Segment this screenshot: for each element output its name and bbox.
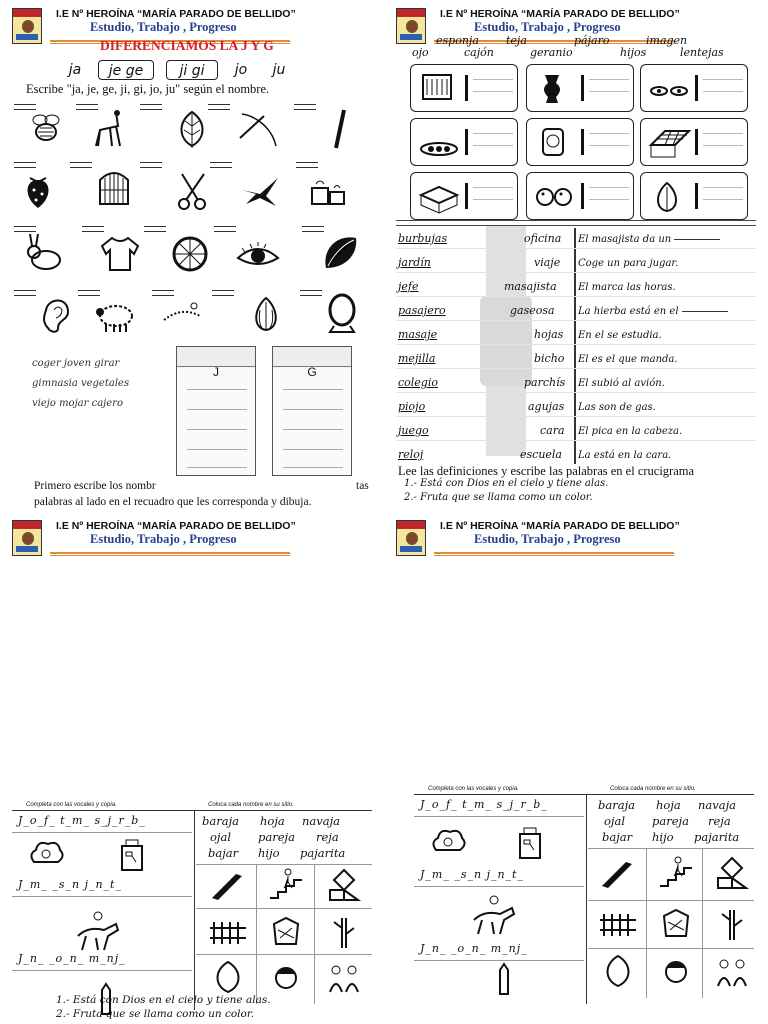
cloze-line: J_n_ _o_n_ m_nj_ (420, 942, 528, 955)
sheet-diferenciamos (0, 0, 384, 512)
sentence: El es el que manda. (578, 354, 678, 365)
name-word: pareja (258, 830, 295, 844)
paragraph-tail: tas (356, 480, 369, 492)
sentence: Coge un para jugar. (578, 258, 679, 269)
frame-icon (531, 125, 579, 161)
sentence: El marca las horas. (578, 282, 676, 293)
name-word: hoja (260, 814, 285, 828)
word-bank-item: lentejas (680, 46, 724, 59)
school-logo (396, 8, 426, 44)
rider-icon (464, 890, 524, 936)
word-list-line: gimnasia vegetales (32, 378, 130, 389)
bee-icon (24, 108, 68, 150)
instruction-right: Coloca cada nombre en su sitio. (610, 786, 696, 792)
swallow-icon (238, 170, 282, 212)
pot-icon (656, 906, 696, 940)
left-word: masaje (398, 328, 438, 341)
school-header (396, 520, 756, 560)
school-name: I.E Nº HEROÍNA “MARÍA PARADO DE BELLIDO” (440, 8, 680, 20)
bottle-icon (510, 826, 550, 860)
school-name: I.E Nº HEROÍNA “MARÍA PARADO DE BELLIDO” (56, 520, 296, 532)
word-card (640, 172, 748, 220)
name-word: pajarita (694, 830, 740, 844)
school-name: I.E Nº HEROÍNA “MARÍA PARADO DE BELLIDO” (440, 520, 680, 532)
word-bank-item: geranio (530, 46, 573, 59)
instruction-right: Coloca cada nombre en su sitio. (208, 802, 294, 808)
santa-icon (266, 960, 306, 994)
paragraph-line: palabras al lado en el recuadro que les corresponda y dibuja. (34, 496, 312, 508)
pencil-icon (484, 962, 524, 996)
right-word: oficina (524, 232, 562, 245)
school-motto: Estudio, Trabajo , Progreso (474, 532, 621, 546)
right-word: gaseosa (510, 304, 555, 317)
column-letter: G (307, 365, 317, 379)
name-word: pajarita (300, 846, 346, 860)
right-word: masajista (504, 280, 557, 293)
right-word: viaje (534, 256, 561, 269)
roof-tile-icon (645, 125, 693, 161)
leaf-icon (598, 954, 638, 988)
name-word: ojal (604, 814, 626, 828)
crossword-subtitle: Lee las definiciones y escribe las palabras en el crucigrama (398, 464, 695, 478)
cloze-line: J_m_ _s_n j_n_t_ (420, 868, 524, 881)
name-word: hoja (656, 798, 681, 812)
left-word: burbujas (398, 232, 448, 245)
stairs-icon (656, 856, 696, 890)
name-word: ojal (210, 830, 232, 844)
worksheet (414, 786, 768, 1006)
school-logo (396, 520, 426, 556)
name-word: navaja (302, 814, 341, 828)
needle-thread-icon (236, 108, 280, 150)
school-motto: Estudio, Trabajo , Progreso (474, 20, 621, 34)
left-word: pasajero (398, 304, 446, 317)
sheet-title: DIFERENCIAMOS LA J Y G (100, 38, 274, 53)
leaf-icon (170, 108, 214, 150)
cloze-line: J_o_f_ t_m_ s_j_r_b_ (18, 814, 146, 827)
name-word: pareja (652, 814, 689, 828)
right-word: parchís (524, 376, 566, 389)
definition: 1.- Está con Dios en el cielo y tiene alas. (404, 478, 609, 489)
word-list-line: viejo mojar cajero (32, 398, 123, 409)
chicks-icon (531, 179, 579, 215)
orange-slice-icon (168, 232, 212, 274)
sentence: El pica en la cabeza. (578, 426, 683, 437)
birdcage-icon (92, 166, 136, 208)
syllable: je ge (98, 60, 154, 80)
syllable-row (60, 60, 300, 82)
eyes-icon (645, 71, 693, 107)
left-word: juego (398, 424, 429, 437)
fence-icon (598, 906, 638, 940)
definition: 2.- Fruta que se llama como un color. (56, 1008, 255, 1020)
word-list-line: coger joven girar (32, 358, 120, 369)
rider-icon (68, 906, 128, 952)
cloud-icon (26, 838, 66, 872)
name-word: bajar (602, 830, 633, 844)
vase-icon (531, 71, 579, 107)
strawberry-icon (16, 170, 60, 212)
box-icon (415, 179, 463, 215)
bottle-icon (112, 838, 152, 872)
cloud-icon (428, 826, 468, 860)
left-word: reloj (398, 448, 424, 461)
left-word: mejilla (398, 352, 436, 365)
sentence: La hierba está en el (578, 306, 728, 317)
word-bank-item: hijos (620, 46, 647, 59)
name-word: reja (316, 830, 339, 844)
pot-icon (266, 914, 306, 948)
sheet-completa-2 (384, 512, 768, 1024)
syllable: ji gi (166, 60, 218, 80)
school-logo (12, 8, 42, 44)
left-word: jefe (398, 280, 419, 293)
syllable: jo (234, 62, 248, 78)
ear-icon (34, 292, 78, 334)
santa-icon (656, 954, 696, 988)
pencil-divider (396, 220, 756, 226)
stairs-icon (266, 868, 306, 902)
rabbit-icon (22, 232, 66, 274)
school-logo (12, 520, 42, 556)
school-name: I.E Nº HEROÍNA “MARÍA PARADO DE BELLIDO” (56, 8, 296, 20)
word-bank-item: imagen (646, 34, 688, 47)
leaf-icon (208, 960, 248, 994)
stick-icon (318, 108, 362, 150)
sentence: El masajista da un (578, 234, 720, 245)
sentence: En el se estudia. (578, 330, 662, 341)
word-bank-item: pájaro (574, 34, 610, 47)
tangram-icon (712, 856, 752, 890)
instruction: Escribe "ja, je, ge, ji, gi, jo, ju" según el nombre. (26, 82, 270, 96)
lentil-pod-icon (415, 125, 463, 161)
cloze-line: J_n_ _o_n_ m_nj_ (18, 952, 126, 965)
instruction-left: Completa con las vocales y copia. (428, 786, 519, 792)
couple-icon (712, 954, 752, 988)
sheet-completa-1 (0, 512, 384, 1024)
word-card (526, 64, 634, 112)
mussel-icon (318, 232, 362, 274)
fence-icon (208, 914, 248, 948)
name-word: reja (708, 814, 731, 828)
garlic-icon (645, 179, 693, 215)
left-word: piojo (398, 400, 426, 413)
sweater-icon (98, 232, 142, 274)
syllable: ju (272, 62, 286, 78)
cloze-line: J_o_f_ t_m_ s_j_r_b_ (420, 798, 548, 811)
instruction-left: Completa con las vocales y copia. (26, 802, 117, 808)
word-card (526, 172, 634, 220)
sheet-palabras (384, 0, 768, 512)
word-card (526, 118, 634, 166)
name-word: hijo (652, 830, 674, 844)
column-letter: J (213, 365, 219, 379)
name-word: navaja (698, 798, 737, 812)
name-word: hijo (258, 846, 280, 860)
sheep-icon (94, 294, 138, 336)
word-card (640, 118, 748, 166)
syllable: ja (68, 62, 82, 78)
school-header (12, 520, 372, 560)
giraffe-icon (86, 108, 130, 150)
tangram-icon (324, 868, 364, 902)
knife-icon (208, 868, 248, 902)
left-word: jardín (398, 256, 431, 269)
right-word: hojas (534, 328, 564, 341)
word-bank-item: ojo (412, 46, 429, 59)
right-word: agujas (528, 400, 565, 413)
scissors-icon (172, 170, 216, 212)
tree-icon (712, 906, 752, 940)
definition: 2.- Fruta que se llama como un color. (404, 492, 593, 503)
word-bank-item: teja (506, 34, 527, 47)
word-bank-item: esponja (436, 34, 479, 47)
name-word: bajar (208, 846, 239, 860)
sentence: La está en la cara. (578, 450, 672, 461)
word-card (410, 64, 518, 112)
eye-icon (236, 236, 280, 278)
name-word: baraja (202, 814, 239, 828)
school-motto: Estudio, Trabajo , Progreso (90, 20, 237, 34)
cooking-icon (306, 170, 350, 212)
sentence: El subió al avión. (578, 378, 665, 389)
name-word: baraja (598, 798, 635, 812)
column-g (272, 346, 352, 476)
column-j (176, 346, 256, 476)
watch-icon (476, 226, 536, 456)
right-word: cara (540, 424, 565, 437)
drawer-icon (415, 71, 463, 107)
word-card (410, 118, 518, 166)
left-word: colegio (398, 376, 438, 389)
knife-icon (598, 856, 638, 890)
right-word: bicho (534, 352, 565, 365)
cloze-line: J_m_ _s_n j_n_t_ (18, 878, 122, 891)
word-card (410, 172, 518, 220)
paragraph-line: Primero escribe los nombr (34, 480, 156, 492)
definition: 1.- Está con Dios en el cielo y tiene alas. (56, 994, 271, 1006)
necklace-icon (160, 296, 204, 338)
couple-icon (324, 960, 364, 994)
right-word: escuela (520, 448, 562, 461)
garlic-icon (244, 292, 288, 334)
mirror-icon (320, 292, 364, 334)
worksheet (12, 802, 372, 1022)
word-bank-item: cajón (464, 46, 494, 59)
sentence: Las son de gas. (578, 402, 656, 413)
school-motto: Estudio, Trabajo , Progreso (90, 532, 237, 546)
tree-icon (324, 914, 364, 948)
word-card (640, 64, 748, 112)
